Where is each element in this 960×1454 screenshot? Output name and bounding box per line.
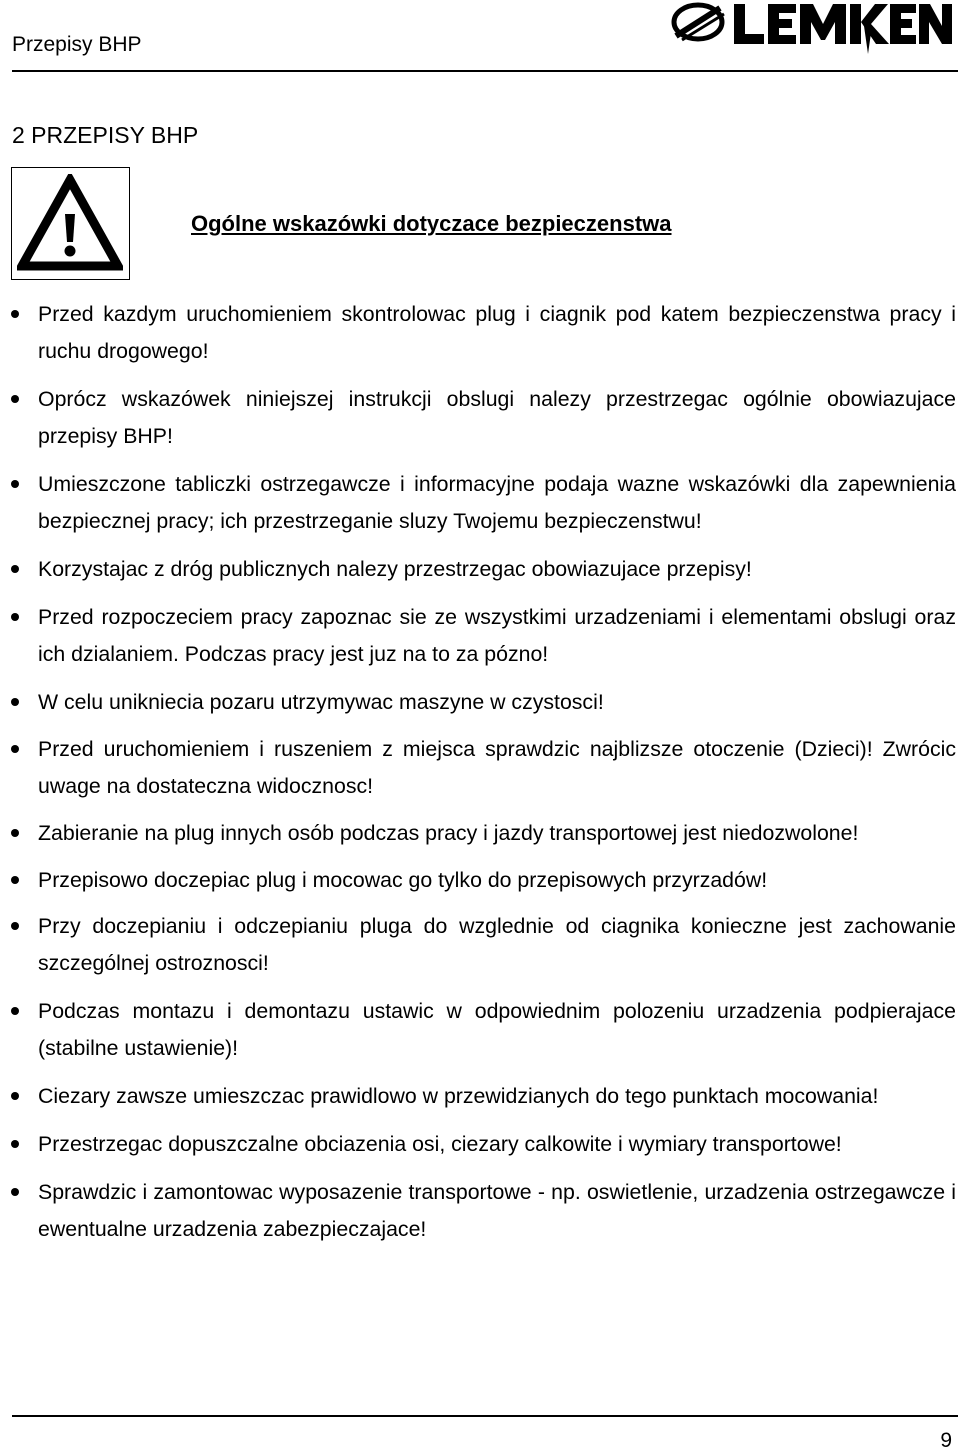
list-item-text: Ciezary zawsze umieszczac prawidlowo w przewidzianych do tego punktach mocowania! — [38, 1084, 879, 1108]
list-item-text: Zabieranie na plug innych osób podczas pracy i jazdy transportowej jest niedozwolone! — [38, 821, 859, 845]
list-item-text: Przed rozpoczeciem pracy zapoznac sie ze wszystkimi urzadzeniami i elementami obslugi oraz ich dzialaniem. Podczas pracy jest juz na to za pózno! — [38, 605, 956, 666]
page-number: 9 — [940, 1429, 952, 1452]
list-item — [10, 296, 956, 370]
list-item-text: Korzystajac z dróg publicznych nalezy przestrzegac obowiazujace przepisy! — [38, 557, 752, 581]
bullet-icon — [11, 1092, 19, 1100]
list-item-text: Przed kazdym uruchomieniem skontrolowac plug i ciagnik pod katem bezpieczenstwa pracy i ruchu drogowego! — [38, 302, 956, 363]
warning-triangle-icon — [17, 174, 123, 274]
list-item — [10, 815, 956, 852]
list-item — [10, 1126, 956, 1163]
list-item-text: Przepisowo doczepiac plug i mocowac go tylko do przepisowych przyrzadów! — [38, 868, 768, 892]
list-item-text: Oprócz wskazówek niniejszej instrukcji obslugi nalezy przestrzegac ogólnie obowiazujace przepisy BHP! — [38, 387, 956, 448]
list-item-text: Przy doczepianiu i odczepianiu pluga do wzglednie od ciagnika konieczne jest zachowanie szczególnej ostroznosci! — [38, 914, 956, 975]
bullet-icon — [11, 745, 19, 753]
header-divider — [12, 70, 958, 72]
list-item — [10, 993, 956, 1067]
list-item — [10, 908, 956, 982]
bullet-icon — [11, 613, 19, 621]
list-item-text: W celu unikniecia pozaru utrzymywac maszyne w czystosci! — [38, 690, 604, 714]
list-item — [10, 1078, 956, 1115]
safety-subheading: Ogólne wskazówki dotyczace bezpieczenstwa — [191, 211, 672, 236]
list-item — [10, 466, 956, 540]
list-item — [10, 551, 956, 588]
list-item — [10, 684, 956, 721]
running-header-title: Przepisy BHP — [12, 33, 142, 56]
bullet-icon — [11, 480, 19, 488]
list-item — [10, 862, 956, 899]
bullet-icon — [11, 922, 19, 930]
list-item-text: Podczas montazu i demontazu ustawic w odpowiednim polozeniu urzadzenia podpierajace (stabilne ustawienie)! — [38, 999, 956, 1060]
bullet-icon — [11, 1188, 19, 1196]
bullet-icon — [11, 1140, 19, 1148]
list-item-text: Przed uruchomieniem i ruszeniem z miejsca sprawdzic najblizsze otoczenie (Dzieci)! Zwrócic uwage na dostateczna widocznosc! — [38, 737, 956, 798]
bullet-icon — [11, 310, 19, 318]
section-title: 2 PRZEPISY BHP — [12, 122, 199, 148]
list-item-text: Umieszczone tabliczki ostrzegawcze i informacyjne podaja wazne wskazówki dla zapewnienia bezpiecznej pracy; ich przestrzeganie sluzy Twojemu bezpieczenstwu! — [38, 472, 956, 533]
footer-divider — [12, 1415, 958, 1417]
list-item-text: Przestrzegac dopuszczalne obciazenia osi, ciezary calkowite i wymiary transportowe! — [38, 1132, 842, 1156]
list-item — [10, 731, 956, 805]
lemken-logo — [668, 0, 953, 56]
bullet-icon — [11, 876, 19, 884]
bullet-icon — [11, 395, 19, 403]
list-item — [10, 1174, 956, 1248]
bullet-icon — [11, 698, 19, 706]
list-item — [10, 381, 956, 455]
safety-rules-list — [10, 296, 956, 1248]
warning-symbol-box — [11, 167, 130, 280]
bullet-icon — [11, 829, 19, 837]
list-item-text: Sprawdzic i zamontowac wyposazenie transportowe - np. oswietlenie, urzadzenia ostrzegawcze i ewentualne urzadzenia zabezpieczajace! — [38, 1180, 956, 1241]
lemken-logo-graphic — [668, 0, 953, 56]
list-item — [10, 599, 956, 673]
bullet-icon — [11, 1007, 19, 1015]
bullet-icon — [11, 565, 19, 573]
